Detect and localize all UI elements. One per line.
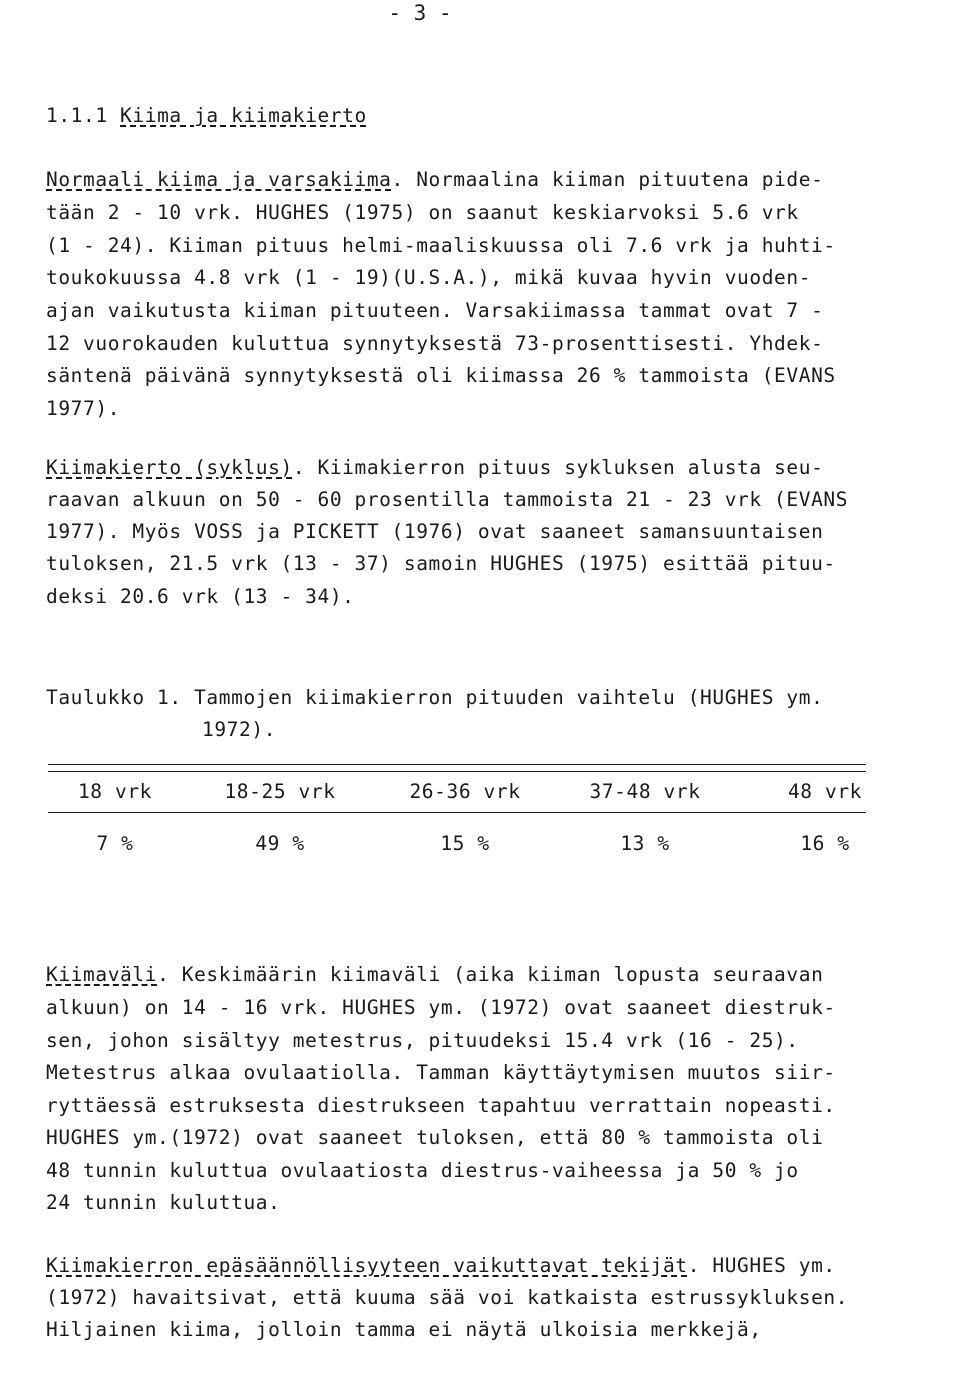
paragraph-3-line-1 bbox=[46, 963, 823, 987]
paragraph-3-line: ryttäessä estruksesta diestrukseen tapahtuu verrattain nopeasti. bbox=[46, 1094, 836, 1117]
table-header-cell: 48 vrk bbox=[787, 780, 863, 803]
table-top-rule bbox=[48, 764, 866, 765]
paragraph-2-line-1 bbox=[46, 456, 823, 480]
table-header-cell: 37-48 vrk bbox=[589, 780, 701, 803]
table-caption-label: Taulukko 1. bbox=[46, 686, 182, 709]
paragraph-1-line: tään 2 - 10 vrk. HUGHES (1975) on saanut keskiarvoksi 5.6 vrk bbox=[46, 201, 799, 224]
paragraph-2-heading: Kiimakierto (syklus) bbox=[46, 456, 293, 479]
paragraph-3-line: Metestrus alkaa ovulaatiolla. Tamman käyttäytymisen muutos siir- bbox=[46, 1061, 836, 1084]
paragraph-3-line: alkuun) on 14 - 16 vrk. HUGHES ym. (1972) ovat saaneet diestruk- bbox=[46, 996, 836, 1019]
section-title: Kiima ja kiimakierto bbox=[120, 104, 367, 127]
paragraph-4-heading: Kiimakierron epäsäännöllisyyteen vaikuttavat tekijät bbox=[46, 1254, 688, 1277]
table-value-cell: 7 % bbox=[96, 832, 134, 855]
paragraph-1-heading: Normaali kiima ja varsakiima bbox=[46, 168, 392, 191]
table-top-rule-double bbox=[48, 771, 866, 772]
paragraph-1-line: (1 - 24). Kiiman pituus helmi-maaliskuussa oli 7.6 vrk ja huhti- bbox=[46, 234, 836, 257]
paragraph-3-line: 48 tunnin kuluttua ovulaatiosta diestrus-vaiheessa ja 50 % jo bbox=[46, 1159, 799, 1182]
paragraph-3-heading: Kiimaväli bbox=[46, 963, 158, 986]
section-heading bbox=[46, 104, 367, 128]
paragraph-3-line: sen, johon sisältyy metestrus, pituudeksi 15.4 vrk (16 - 25). bbox=[46, 1029, 799, 1052]
page-number: - 3 - bbox=[388, 1, 452, 25]
table-header-cell: 18 vrk bbox=[77, 780, 153, 803]
paragraph-4-first-line-text: . HUGHES ym. bbox=[687, 1254, 836, 1277]
table-value-cell: 49 % bbox=[255, 832, 305, 855]
table-header-rule bbox=[48, 812, 866, 813]
paragraph-4-line-1 bbox=[46, 1254, 836, 1278]
paragraph-3-first-line-text: . Keskimäärin kiimaväli (aika kiiman lopusta seuraavan bbox=[157, 963, 824, 986]
table-header-cell: 26-36 vrk bbox=[409, 780, 521, 803]
paragraph-1-first-line-text: . Normaalina kiiman pituutena pide- bbox=[391, 168, 824, 191]
table-caption bbox=[46, 686, 823, 710]
paragraph-2-line: 1977). Myös VOSS ja PICKETT (1976) ovat saaneet samansuuntaisen bbox=[46, 520, 824, 543]
paragraph-4-line: Hiljainen kiima, jolloin tamma ei näytä ulkoisia merkkejä, bbox=[46, 1318, 762, 1341]
paragraph-1-line: säntenä päivänä synnytyksestä oli kiimassa 26 % tammoista (EVANS bbox=[46, 364, 836, 387]
paragraph-1-line: 1977). bbox=[46, 397, 121, 420]
table-value-cell: 16 % bbox=[800, 832, 850, 855]
table-caption-continuation: 1972). bbox=[202, 718, 277, 741]
paragraph-2-line: tuloksen, 21.5 vrk (13 - 37) samoin HUGHES (1975) esittää pituu- bbox=[46, 552, 836, 575]
table-header-cell: 18-25 vrk bbox=[224, 780, 336, 803]
table-caption-text: Tammojen kiimakierron pituuden vaihtelu (HUGHES ym. bbox=[194, 686, 824, 709]
paragraph-1-line: 12 vuorokauden kuluttua synnytyksestä 73-prosenttisesti. Yhdek- bbox=[46, 332, 824, 355]
paragraph-2-first-line-text: . Kiimakierron pituus sykluksen alusta seu- bbox=[292, 456, 824, 479]
paragraph-3-line: HUGHES ym.(1972) ovat saaneet tuloksen, että 80 % tammoista oli bbox=[46, 1126, 824, 1149]
paragraph-2-line: raavan alkuun on 50 - 60 prosentilla tammoista 21 - 23 vrk (EVANS bbox=[46, 488, 849, 511]
paragraph-3-line: 24 tunnin kuluttua. bbox=[46, 1191, 281, 1214]
table-value-cell: 15 % bbox=[440, 832, 490, 855]
section-number: 1.1.1 bbox=[46, 104, 108, 127]
paragraph-4-line: (1972) havaitsivat, että kuuma sää voi katkaista estrussykluksen. bbox=[46, 1286, 849, 1309]
paragraph-2-line: deksi 20.6 vrk (13 - 34). bbox=[46, 585, 355, 608]
paragraph-1-line: ajan vaikutusta kiiman pituuteen. Varsakiimassa tammat ovat 7 - bbox=[46, 299, 824, 322]
table-value-cell: 13 % bbox=[620, 832, 670, 855]
paragraph-1-line: toukokuussa 4.8 vrk (1 - 19)(U.S.A.), mikä kuvaa hyvin vuoden- bbox=[46, 266, 812, 289]
paragraph-1-line-1 bbox=[46, 168, 823, 192]
